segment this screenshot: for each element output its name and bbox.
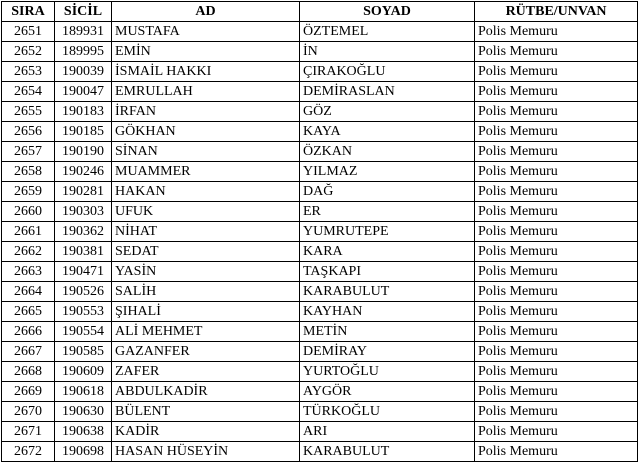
- header-ad: AD: [112, 2, 300, 22]
- cell-ad: KADİR: [112, 422, 300, 442]
- cell-ad: İSMAİL HAKKI: [112, 62, 300, 82]
- cell-sira: 2657: [2, 142, 55, 162]
- cell-sira: 2658: [2, 162, 55, 182]
- cell-soyad: ARI: [300, 422, 475, 442]
- cell-sicil: 189995: [55, 42, 112, 62]
- cell-soyad: ER: [300, 202, 475, 222]
- table-row: [2, 182, 638, 202]
- cell-rutbe: Polis Memuru: [475, 62, 638, 82]
- cell-rutbe: Polis Memuru: [475, 302, 638, 322]
- cell-sicil: 190698: [55, 442, 112, 462]
- cell-sira: 2662: [2, 242, 55, 262]
- cell-ad: GÖKHAN: [112, 122, 300, 142]
- cell-sira: 2652: [2, 42, 55, 62]
- cell-ad: EMİN: [112, 42, 300, 62]
- cell-sicil: 190554: [55, 322, 112, 342]
- table-row: [2, 162, 638, 182]
- cell-sira: 2671: [2, 422, 55, 442]
- cell-rutbe: Polis Memuru: [475, 162, 638, 182]
- cell-ad: BÜLENT: [112, 402, 300, 422]
- table-row: [2, 82, 638, 102]
- cell-sira: 2670: [2, 402, 55, 422]
- cell-ad: HASAN HÜSEYİN: [112, 442, 300, 462]
- cell-ad: SİNAN: [112, 142, 300, 162]
- table-row: [2, 62, 638, 82]
- cell-sicil: 190638: [55, 422, 112, 442]
- table-row: [2, 382, 638, 402]
- table-row: [2, 402, 638, 422]
- cell-ad: GAZANFER: [112, 342, 300, 362]
- header-row: [2, 2, 638, 22]
- cell-sira: 2660: [2, 202, 55, 222]
- cell-sicil: 190362: [55, 222, 112, 242]
- table-header: [2, 2, 638, 22]
- cell-sicil: 190381: [55, 242, 112, 262]
- cell-ad: MUSTAFA: [112, 22, 300, 42]
- cell-soyad: METİN: [300, 322, 475, 342]
- cell-sicil: 189931: [55, 22, 112, 42]
- cell-soyad: İN: [300, 42, 475, 62]
- table-row: [2, 202, 638, 222]
- header-sicil: SİCİL: [55, 2, 112, 22]
- cell-sicil: 190246: [55, 162, 112, 182]
- cell-rutbe: Polis Memuru: [475, 222, 638, 242]
- cell-rutbe: Polis Memuru: [475, 102, 638, 122]
- cell-sira: 2667: [2, 342, 55, 362]
- table-row: [2, 422, 638, 442]
- cell-ad: NİHAT: [112, 222, 300, 242]
- table-row: [2, 242, 638, 262]
- cell-sira: 2669: [2, 382, 55, 402]
- cell-soyad: TÜRKOĞLU: [300, 402, 475, 422]
- cell-soyad: AYGÖR: [300, 382, 475, 402]
- cell-soyad: KARABULUT: [300, 442, 475, 462]
- cell-sira: 2659: [2, 182, 55, 202]
- cell-ad: SALİH: [112, 282, 300, 302]
- cell-soyad: ÖZKAN: [300, 142, 475, 162]
- cell-sira: 2666: [2, 322, 55, 342]
- table-row: [2, 222, 638, 242]
- table-row: [2, 42, 638, 62]
- cell-sicil: 190303: [55, 202, 112, 222]
- cell-rutbe: Polis Memuru: [475, 442, 638, 462]
- cell-sira: 2668: [2, 362, 55, 382]
- cell-rutbe: Polis Memuru: [475, 262, 638, 282]
- cell-rutbe: Polis Memuru: [475, 202, 638, 222]
- cell-sicil: 190630: [55, 402, 112, 422]
- cell-ad: YASİN: [112, 262, 300, 282]
- cell-soyad: GÖZ: [300, 102, 475, 122]
- header-rutbe: RÜTBE/UNVAN: [475, 2, 638, 22]
- table-row: [2, 102, 638, 122]
- cell-sira: 2654: [2, 82, 55, 102]
- table-row: [2, 322, 638, 342]
- cell-sira: 2661: [2, 222, 55, 242]
- cell-rutbe: Polis Memuru: [475, 242, 638, 262]
- cell-rutbe: Polis Memuru: [475, 322, 638, 342]
- cell-rutbe: Polis Memuru: [475, 282, 638, 302]
- cell-sicil: 190185: [55, 122, 112, 142]
- cell-soyad: YURTOĞLU: [300, 362, 475, 382]
- header-sira: SIRA: [2, 2, 55, 22]
- cell-sira: 2665: [2, 302, 55, 322]
- cell-sira: 2663: [2, 262, 55, 282]
- cell-sira: 2672: [2, 442, 55, 462]
- table-row: [2, 282, 638, 302]
- cell-rutbe: Polis Memuru: [475, 362, 638, 382]
- cell-sira: 2664: [2, 282, 55, 302]
- cell-ad: ZAFER: [112, 362, 300, 382]
- cell-sira: 2651: [2, 22, 55, 42]
- cell-ad: ALİ MEHMET: [112, 322, 300, 342]
- cell-soyad: YUMRUTEPE: [300, 222, 475, 242]
- cell-ad: ŞIHALİ: [112, 302, 300, 322]
- cell-sicil: 190183: [55, 102, 112, 122]
- cell-rutbe: Polis Memuru: [475, 402, 638, 422]
- cell-soyad: KARA: [300, 242, 475, 262]
- cell-ad: UFUK: [112, 202, 300, 222]
- table-row: [2, 262, 638, 282]
- cell-ad: EMRULLAH: [112, 82, 300, 102]
- table-row: [2, 22, 638, 42]
- cell-rutbe: Polis Memuru: [475, 122, 638, 142]
- header-soyad: SOYAD: [300, 2, 475, 22]
- cell-rutbe: Polis Memuru: [475, 82, 638, 102]
- cell-ad: SEDAT: [112, 242, 300, 262]
- cell-rutbe: Polis Memuru: [475, 22, 638, 42]
- cell-sira: 2655: [2, 102, 55, 122]
- table-body: [2, 22, 638, 462]
- cell-soyad: YILMAZ: [300, 162, 475, 182]
- cell-rutbe: Polis Memuru: [475, 342, 638, 362]
- cell-sicil: 190471: [55, 262, 112, 282]
- cell-soyad: KAYHAN: [300, 302, 475, 322]
- cell-sicil: 190190: [55, 142, 112, 162]
- cell-rutbe: Polis Memuru: [475, 382, 638, 402]
- table-row: [2, 302, 638, 322]
- cell-soyad: ÖZTEMEL: [300, 22, 475, 42]
- table-row: [2, 122, 638, 142]
- cell-soyad: DEMİRASLAN: [300, 82, 475, 102]
- cell-soyad: ÇIRAKOĞLU: [300, 62, 475, 82]
- cell-soyad: DAĞ: [300, 182, 475, 202]
- cell-ad: MUAMMER: [112, 162, 300, 182]
- cell-rutbe: Polis Memuru: [475, 42, 638, 62]
- table-row: [2, 342, 638, 362]
- cell-sicil: 190553: [55, 302, 112, 322]
- cell-ad: ABDULKADİR: [112, 382, 300, 402]
- cell-soyad: KAYA: [300, 122, 475, 142]
- cell-soyad: DEMİRAY: [300, 342, 475, 362]
- cell-sicil: 190039: [55, 62, 112, 82]
- cell-ad: HAKAN: [112, 182, 300, 202]
- cell-rutbe: Polis Memuru: [475, 142, 638, 162]
- cell-soyad: KARABULUT: [300, 282, 475, 302]
- cell-sicil: 190281: [55, 182, 112, 202]
- cell-sicil: 190526: [55, 282, 112, 302]
- table-row: [2, 142, 638, 162]
- cell-sira: 2653: [2, 62, 55, 82]
- cell-rutbe: Polis Memuru: [475, 422, 638, 442]
- cell-sicil: 190047: [55, 82, 112, 102]
- cell-sicil: 190585: [55, 342, 112, 362]
- cell-sicil: 190618: [55, 382, 112, 402]
- table-row: [2, 442, 638, 462]
- cell-rutbe: Polis Memuru: [475, 182, 638, 202]
- table-row: [2, 362, 638, 382]
- personnel-table: [1, 1, 638, 462]
- cell-sira: 2656: [2, 122, 55, 142]
- cell-soyad: TAŞKAPI: [300, 262, 475, 282]
- cell-ad: İRFAN: [112, 102, 300, 122]
- cell-sicil: 190609: [55, 362, 112, 382]
